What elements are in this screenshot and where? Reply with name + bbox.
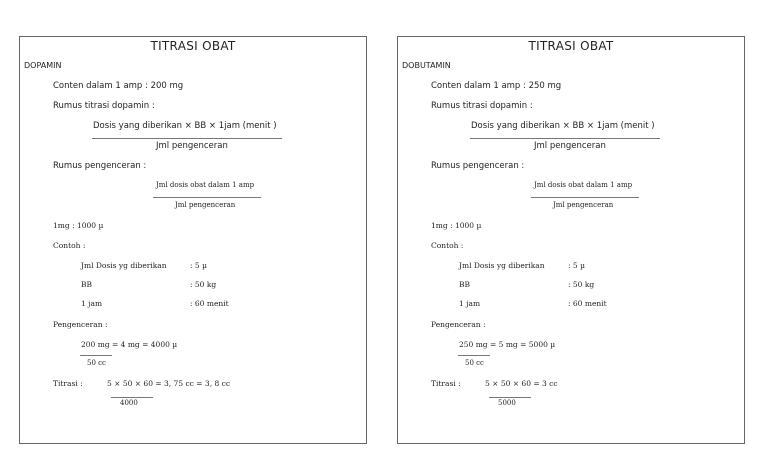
fraction-line: [531, 197, 639, 198]
rumus-pengenceran-label: Rumus pengenceran :: [431, 161, 525, 171]
rumus-numerator: Dosis yang diberikan × BB × 1jam (menit ): [93, 121, 277, 131]
fraction-line: [92, 138, 282, 139]
contoh-dosis-value: : 5 µ: [568, 261, 585, 270]
pengenceran-label: Pengenceran :: [53, 320, 108, 329]
titrasi-label: Titrasi :: [53, 379, 83, 388]
conversion-line: 1mg : 1000 µ: [431, 221, 482, 230]
titrasi-label: Titrasi :: [431, 379, 461, 388]
pengenceran-calc-denominator: 50 cc: [87, 359, 106, 367]
rumus-denominator: Jml pengenceran: [534, 141, 606, 151]
fraction-line: [111, 397, 153, 398]
rumus-titrasi-label: Rumus titrasi dopamin :: [53, 101, 155, 111]
document-page-dopamin: [19, 36, 367, 444]
pengenceran-denominator: Jml pengenceran: [553, 201, 614, 209]
contoh-bb-label: BB: [459, 280, 471, 289]
pengenceran-calc-denominator: 50 cc: [465, 359, 484, 367]
pengenceran-numerator: Jml dosis obat dalam 1 amp: [156, 181, 255, 189]
contoh-dosis-label: Jml Dosis yg diberikan: [81, 261, 167, 270]
titrasi-denominator: 5000: [498, 399, 516, 407]
drug-name: DOPAMIN: [24, 61, 62, 70]
document-title: TITRASI OBAT: [528, 39, 614, 53]
pengenceran-label: Pengenceran :: [431, 320, 486, 329]
fraction-line: [458, 355, 490, 356]
contoh-bb-label: BB: [81, 280, 93, 289]
contoh-bb-value: : 50 kg: [190, 280, 217, 289]
contoh-jam-label: 1 jam: [459, 299, 481, 308]
titrasi-calc: 5 × 50 × 60 = 3 cc: [485, 379, 558, 388]
document-page-dobutamin: [397, 36, 745, 444]
document-title: TITRASI OBAT: [150, 39, 236, 53]
titrasi-calc: 5 × 50 × 60 = 3, 75 cc = 3, 8 cc: [107, 379, 231, 388]
rumus-titrasi-label: Rumus titrasi dopamin :: [431, 101, 533, 111]
contoh-bb-value: : 50 kg: [568, 280, 595, 289]
pengenceran-numerator: Jml dosis obat dalam 1 amp: [534, 181, 633, 189]
rumus-numerator: Dosis yang diberikan × BB × 1jam (menit ): [471, 121, 655, 131]
fraction-line: [80, 355, 112, 356]
contoh-jam-value: : 60 menit: [568, 299, 607, 308]
rumus-pengenceran-label: Rumus pengenceran :: [53, 161, 147, 171]
content-line: Conten dalam 1 amp : 200 mg: [53, 81, 184, 91]
contoh-label: Contoh :: [431, 241, 464, 250]
content-line: Conten dalam 1 amp : 250 mg: [431, 81, 562, 91]
contoh-label: Contoh :: [53, 241, 86, 250]
rumus-denominator: Jml pengenceran: [156, 141, 228, 151]
fraction-line: [470, 138, 660, 139]
contoh-jam-value: : 60 menit: [190, 299, 229, 308]
pengenceran-calc: 200 mg = 4 mg = 4000 µ: [81, 340, 178, 349]
fraction-line: [489, 397, 531, 398]
contoh-dosis-label: Jml Dosis yg diberikan: [459, 261, 545, 270]
drug-name: DOBUTAMIN: [402, 61, 451, 70]
pengenceran-calc: 250 mg = 5 mg = 5000 µ: [459, 340, 556, 349]
contoh-dosis-value: : 5 µ: [190, 261, 207, 270]
conversion-line: 1mg : 1000 µ: [53, 221, 104, 230]
fraction-line: [153, 197, 261, 198]
pengenceran-denominator: Jml pengenceran: [175, 201, 236, 209]
contoh-jam-label: 1 jam: [81, 299, 103, 308]
titrasi-denominator: 4000: [120, 399, 138, 407]
